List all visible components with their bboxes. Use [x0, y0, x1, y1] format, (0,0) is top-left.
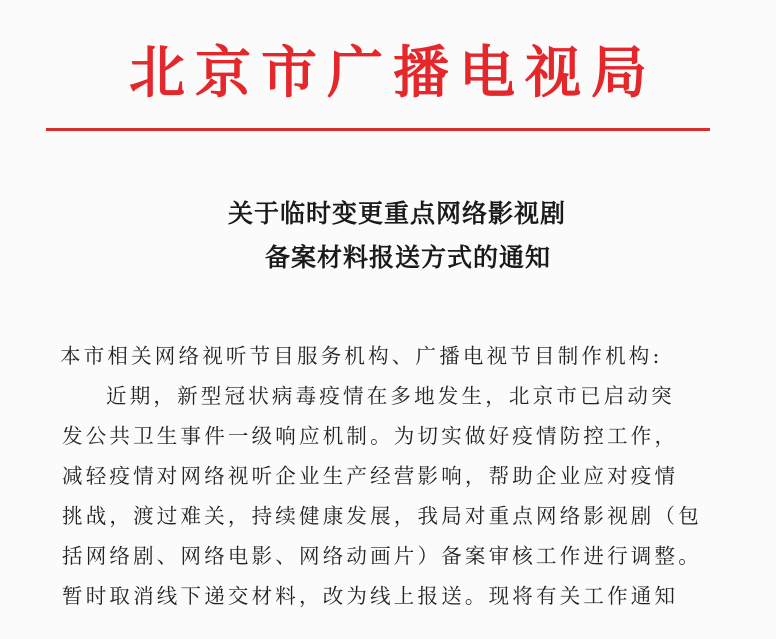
- body-line-1: 近期，新型冠状病毒疫情在多地发生，北京市已启动突: [106, 384, 675, 408]
- body-line-5: 括网络剧、网络电影、网络动画片）备案审核工作进行调整。: [62, 544, 702, 568]
- salutation: 本市相关网络视听节目服务机构、广播电视节目制作机构:: [60, 344, 663, 368]
- notice-title-line-2: 备案材料报送方式的通知: [264, 243, 551, 272]
- body-line-3: 减轻疫情对网络视听企业生产经营影响，帮助企业应对疫情: [62, 464, 679, 488]
- notice-title-line-1: 关于临时变更重点网络影视剧: [227, 199, 566, 228]
- body-line-4: 挑战，渡过难关，持续健康发展，我局对重点网络影视剧（包: [62, 504, 702, 528]
- red-header-rule: [46, 128, 710, 131]
- body-line-2: 发公共卫生事件一级响应机制。为切实做好疫情防控工作，: [62, 424, 679, 448]
- body-line-6: 暂时取消线下递交材料，改为线上报送。现将有关工作通知: [62, 584, 679, 608]
- masthead-title: 北京市广播电视局: [129, 41, 657, 106]
